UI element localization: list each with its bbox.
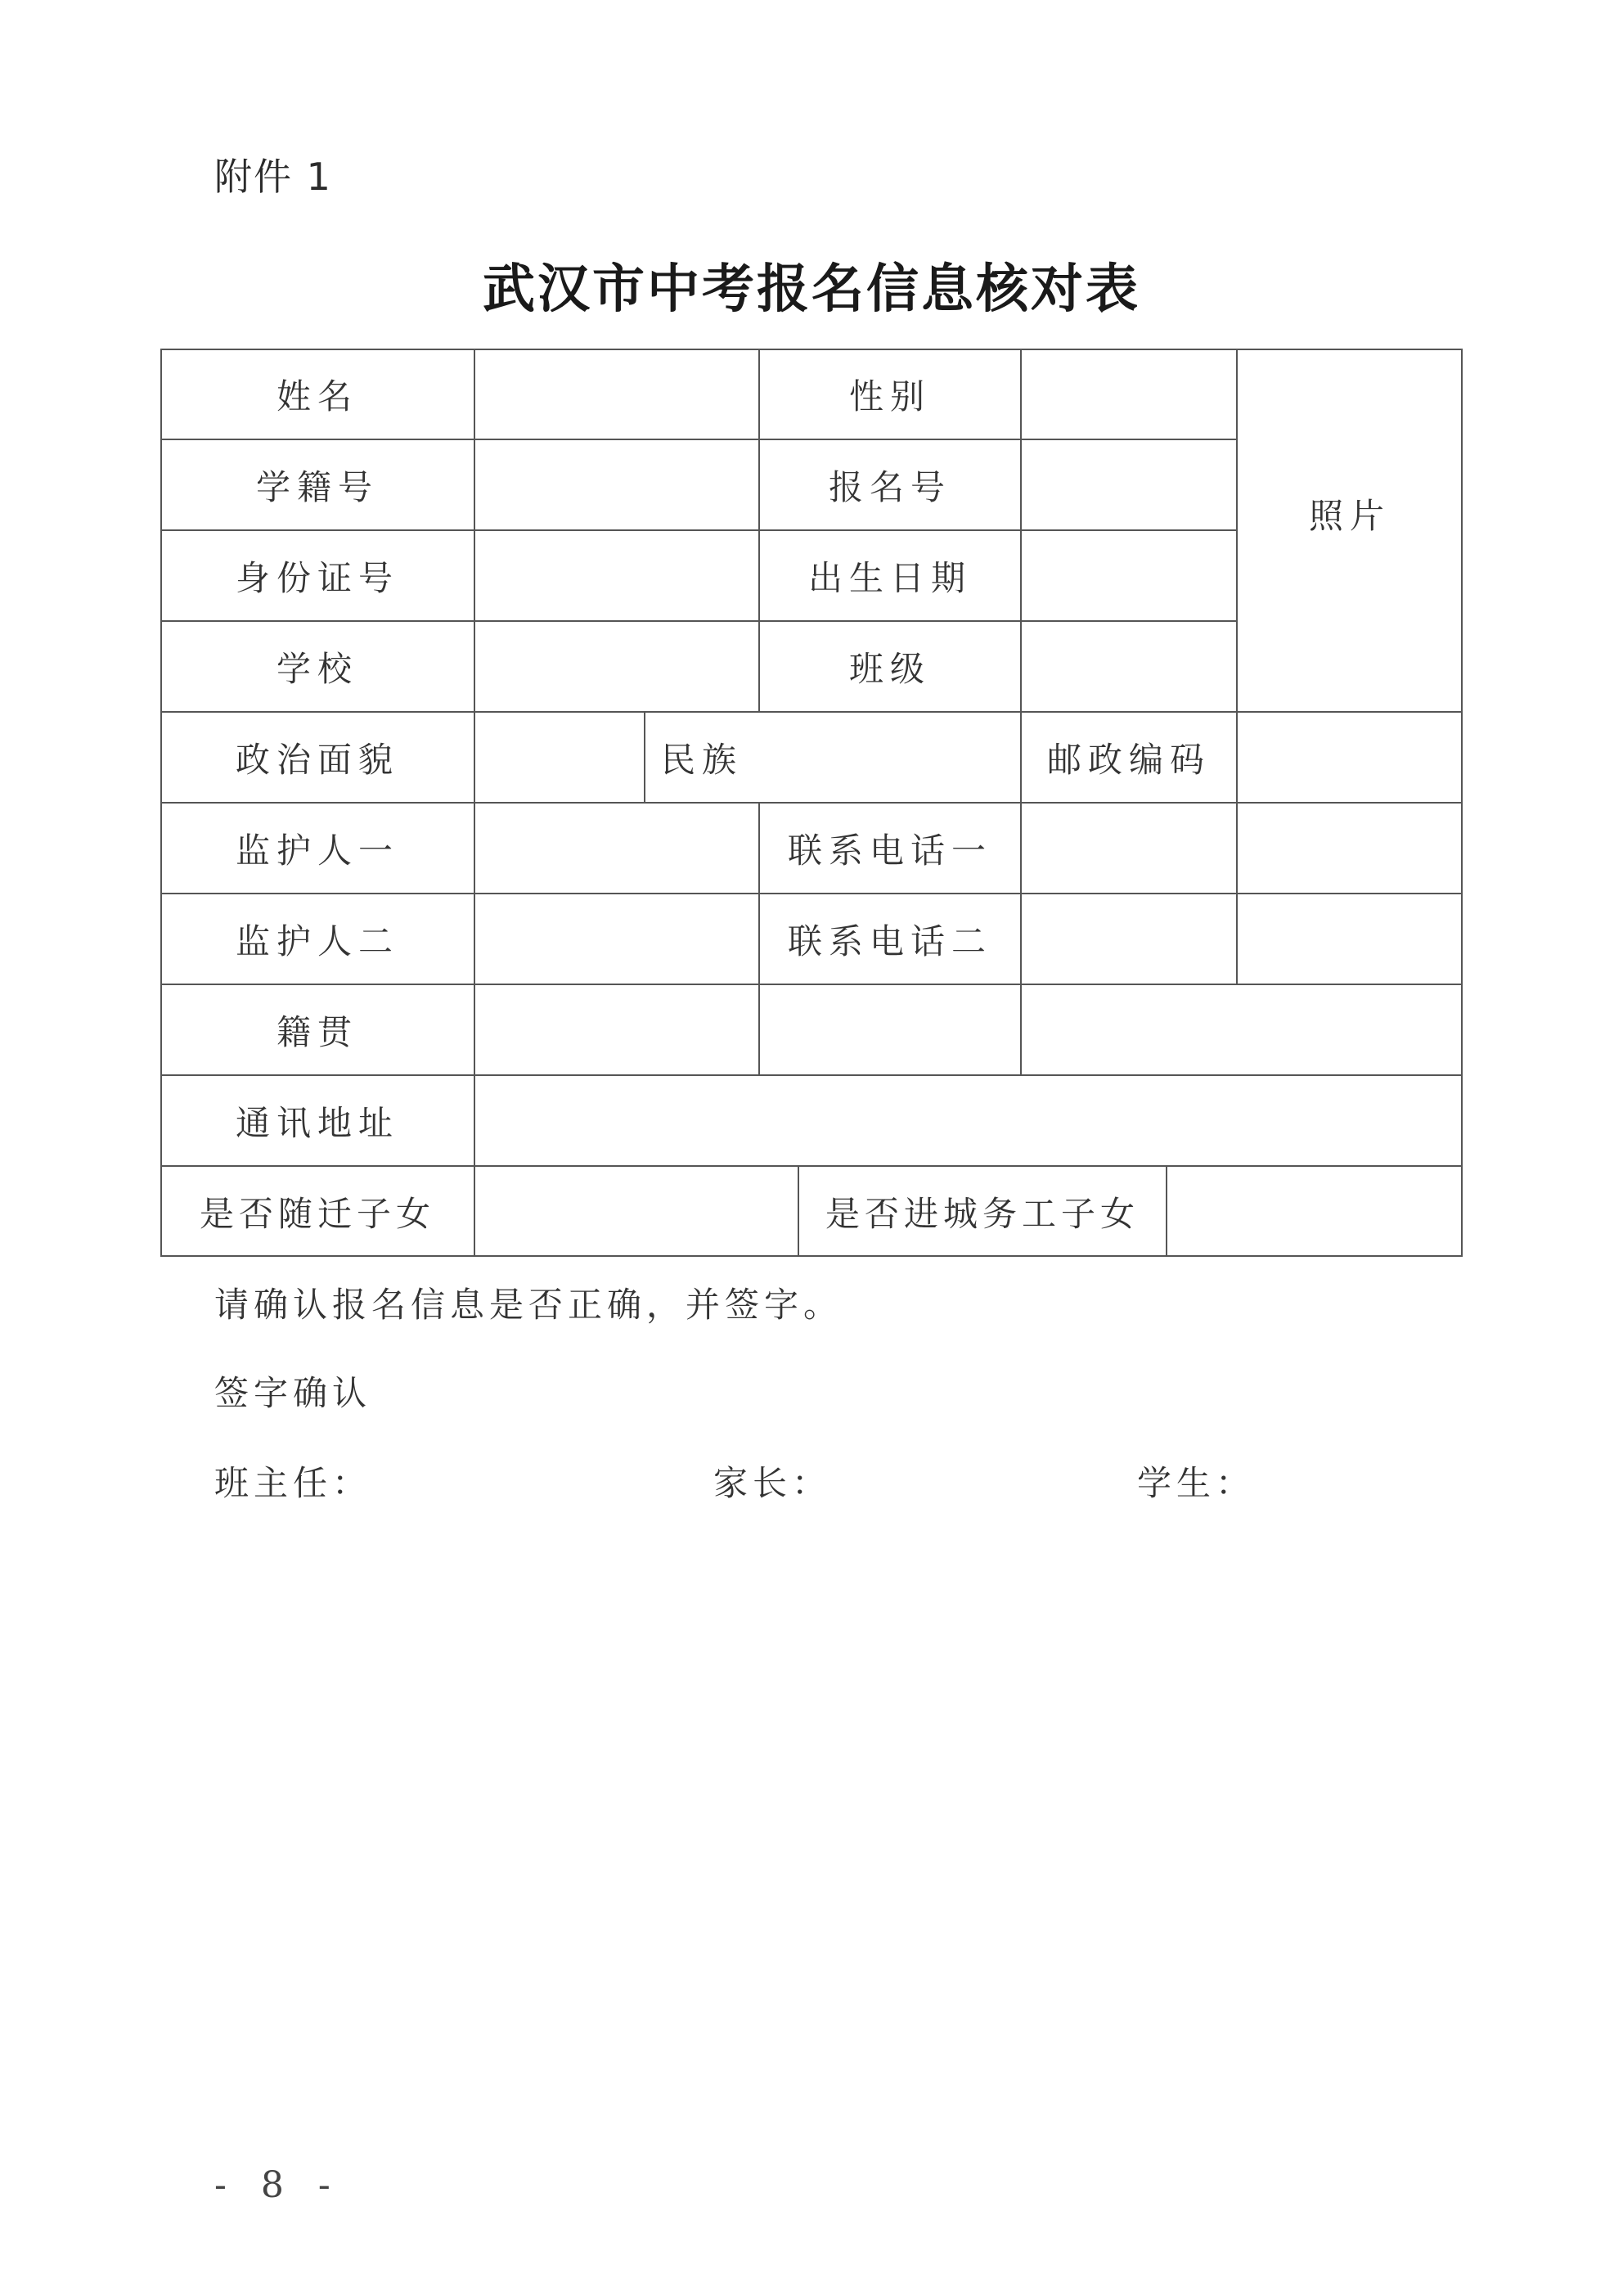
- phone-1-extra-field[interactable]: [1237, 803, 1463, 894]
- parent-signature-label: 家长：: [713, 1463, 832, 1503]
- label-class: 班级: [848, 648, 931, 689]
- gender-field[interactable]: [1021, 349, 1237, 439]
- postal-code-field[interactable]: [1237, 712, 1463, 803]
- political-status-field[interactable]: [474, 712, 645, 803]
- label-student-id: 学籍号: [255, 466, 379, 507]
- ethnicity-field[interactable]: [759, 712, 1021, 803]
- registration-info-table: [160, 349, 1463, 1257]
- guardian-2-field[interactable]: [474, 894, 759, 984]
- label-phone-2: 联系电话二: [787, 921, 992, 961]
- label-native-place: 籍贯: [276, 1011, 358, 1052]
- student-id-field[interactable]: [474, 439, 759, 530]
- signature-title: 签字确认: [214, 1373, 372, 1413]
- native-place-field-1[interactable]: [474, 984, 759, 1075]
- label-registration-no: 报名号: [828, 466, 951, 507]
- confirm-note: 请确认报名信息是否正确，并签字。: [214, 1285, 843, 1325]
- label-phone-1: 联系电话一: [787, 830, 992, 871]
- label-ethnicity: 民族: [660, 739, 743, 780]
- document-title: 武汉市中考报名信息核对表: [483, 259, 1140, 320]
- birth-date-field[interactable]: [1021, 530, 1237, 621]
- label-gender: 性别: [848, 376, 931, 416]
- attachment-label: 附件 1: [214, 155, 332, 199]
- label-id-number: 身份证号: [235, 557, 399, 598]
- phone-2-field[interactable]: [1021, 894, 1237, 984]
- label-guardian-1: 监护人一: [235, 830, 399, 871]
- label-name: 姓名: [276, 376, 358, 416]
- name-field[interactable]: [474, 349, 759, 439]
- migrant-worker-child-field[interactable]: [1167, 1166, 1463, 1257]
- address-field[interactable]: [474, 1075, 1463, 1166]
- class-field[interactable]: [1021, 621, 1237, 712]
- native-place-field-3[interactable]: [1021, 984, 1463, 1075]
- school-field[interactable]: [474, 621, 759, 712]
- phone-1-field[interactable]: [1021, 803, 1237, 894]
- registration-no-field[interactable]: [1021, 439, 1237, 530]
- head-teacher-signature-label: 班主任：: [214, 1463, 372, 1503]
- migrant-child-field[interactable]: [474, 1166, 798, 1257]
- label-migrant-worker-child: 是否进城务工子女: [825, 1193, 1140, 1234]
- phone-2-extra-field[interactable]: [1237, 894, 1463, 984]
- label-migrant-child: 是否随迁子女: [199, 1193, 435, 1234]
- label-political-status: 政治面貌: [235, 739, 399, 780]
- native-place-field-2[interactable]: [759, 984, 1021, 1075]
- label-address: 通讯地址: [235, 1102, 399, 1143]
- guardian-1-field[interactable]: [474, 803, 759, 894]
- page-number: - 8 -: [214, 2164, 342, 2206]
- label-postal-code: 邮政编码: [1046, 739, 1211, 780]
- label-photo: 照片: [1308, 496, 1391, 536]
- label-guardian-2: 监护人二: [235, 921, 399, 961]
- label-school: 学校: [276, 648, 358, 689]
- student-signature-label: 学生：: [1137, 1463, 1256, 1503]
- id-number-field[interactable]: [474, 530, 759, 621]
- label-birth-date: 出生日期: [807, 557, 972, 598]
